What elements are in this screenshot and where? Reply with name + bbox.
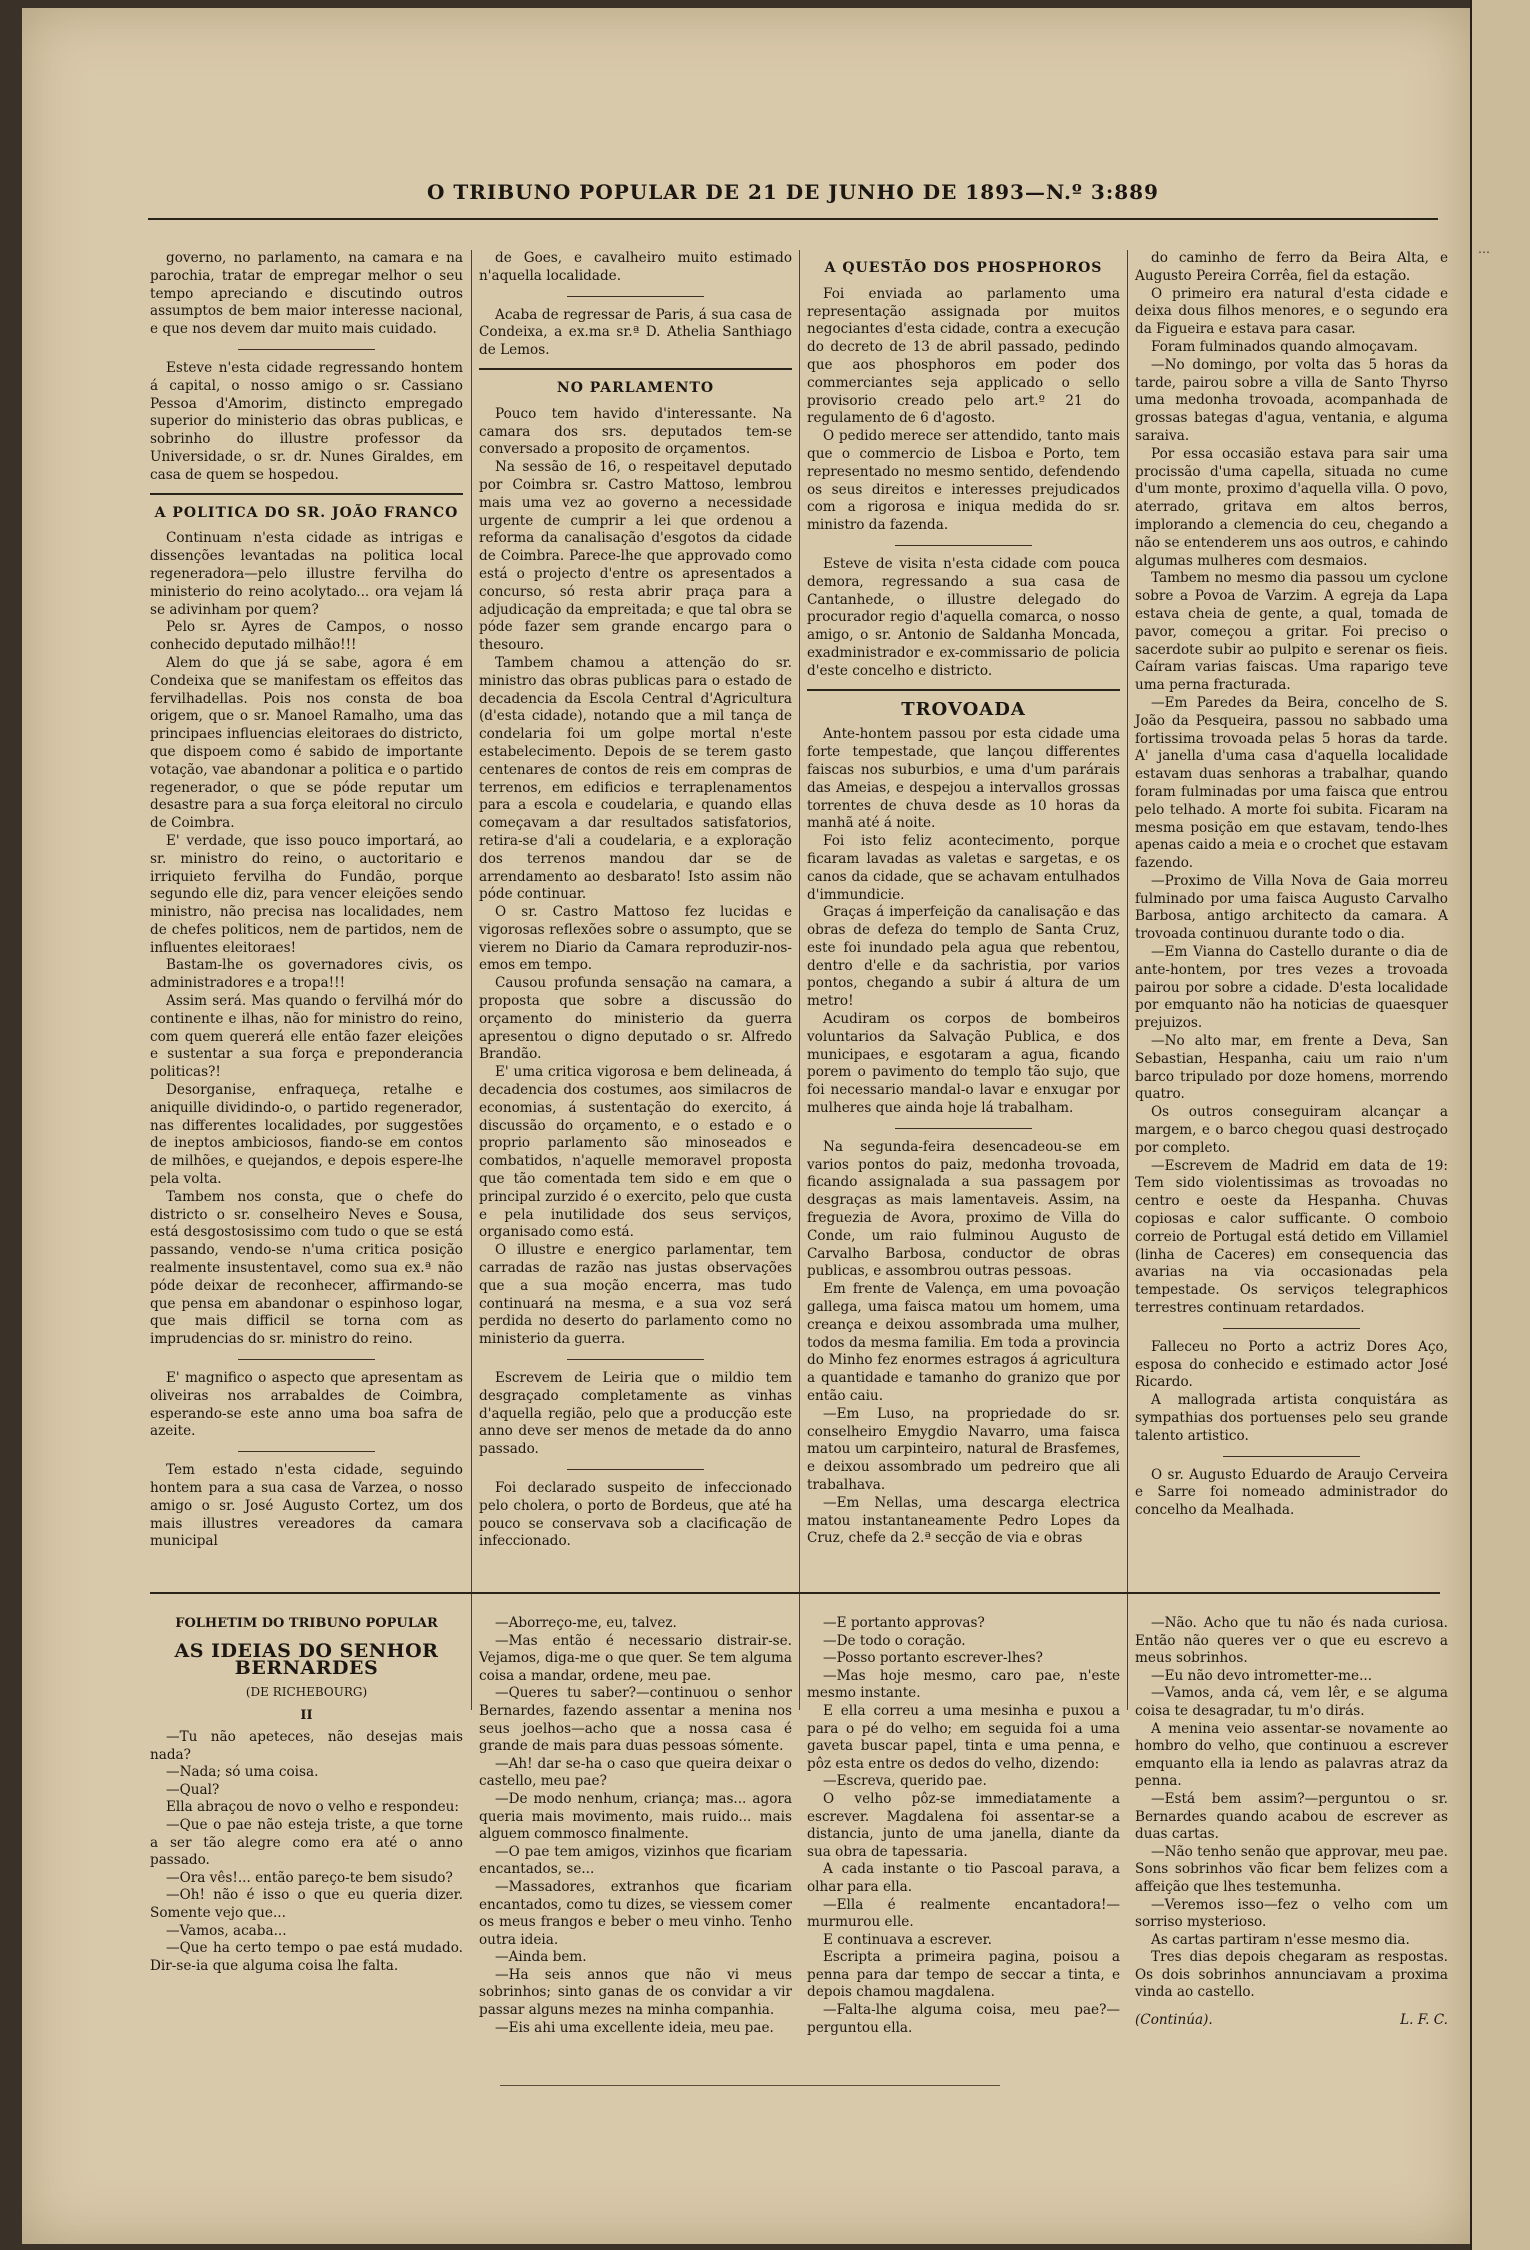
article-paragraph: —Escrevem de Madrid em data de 19: Tem sido violentissimas as trovoadas no centro e oeste da Hespanha. Chuvas copiosas e calor sufficante. O comboio correio de Portugal está detido em Villamiel (linha de Caceres) em consequencia das avarias na via occasionadas pela tempestade. Os serviços telegraphicos terrestres continuam retardados. (1135, 1157, 1448, 1317)
novel-paragraph: —Nada; só uma coisa. (166, 1764, 319, 1781)
column-rule (799, 250, 800, 1710)
chapter-number: II (300, 1708, 313, 1724)
article-paragraph: Na sessão de 16, o respeitavel deputado por Coimbra sr. Castro Mattoso, lembrou mais uma vez ao governo a necessidade urgente de cumprir a lei que ordenou a reforma da canalisação d'esgotos da cidade de Coimbra. Parece-lhe que approvado como está o projecto d'entre os apresentados a concurso, só resta abrir praça para a adjudicação da empreitada; e que tal obra se póde fazer sem grande encargo para o thesouro. (479, 459, 792, 654)
article-paragraph: Acudiram os corpos de bombeiros voluntarios da Salvação Publica, e dos municipaes, e esgotaram a agua, ficando porem o pavimento do templo tão sujo, que foi necessario mandal-o lavar e enxugar por mulheres que ainda hoje lá trabalham. (807, 1011, 1120, 1117)
article-paragraph: E' uma critica vigorosa e bem delineada, á decadencia dos costumes, aos similacros de economias, á sustentação do exercito, á discussão do orçamento, e o estado e o proprio parlamento são minoseados e combatidos, n'aquelle memoravel proposta que tão comentada tem sido e em que o principal zurzido é o exercito, pelo que custa e pela inutilidade dos seus serviços, organisado como está. (479, 1064, 792, 1241)
article-paragraph: Escrevem de Leiria que o mildio tem desgraçado completamente as vinhas d'aquella região, pelo que a producção este anno deve ser menos de metade da do anno passado. (479, 1370, 792, 1458)
article-heading: NO PARLAMENTO (556, 379, 715, 396)
novel-paragraph: —Ainda bem. (495, 1949, 587, 1966)
article-paragraph: Desorganise, enfraqueça, retalhe e aniquille dividindo-o, o partido regenerador, nas differentes localidades, por suggestões de ineptos ambiciosos, fiando-se em contos de milhões, e quejandos, e depois espere-lhe pela volta. (150, 1082, 463, 1188)
article-paragraph: O sr. Castro Mattoso fez lucidas e vigorosas reflexões sobre o assumpto, que se vierem no Diario da Camara reproduzir-nos-emos em tempo. (479, 904, 792, 974)
column-rule (1127, 250, 1128, 1710)
article-paragraph: governo, no parlamento, na camara e na parochia, tratar de empregar melhor o seu tempo apreciando e discutindo outros assumptos de bem maior interesse nacional, e que nos devem dar muito mais cuidado. (150, 250, 463, 338)
article-paragraph: —Em Luso, na propriedade do sr. conselheiro Emygdio Navarro, uma faisca matou um carpinteiro, natural de Brasfemes, e deixou assombrado um pedreiro que ali trabalhava. (807, 1405, 1120, 1493)
separator (238, 349, 376, 350)
separator (567, 296, 705, 297)
novel-paragraph: —E portanto approvas? (823, 1615, 985, 1631)
novel-paragraph: —Posso portanto escrever-lhes? (823, 1650, 1043, 1667)
column-3 (807, 250, 1120, 1548)
feuilleton-rule (150, 1592, 1440, 1594)
adjacent-page-text: … (1478, 242, 1490, 256)
article-paragraph: Falleceu no Porto a actriz Dores Aço, esposa do conhecido e estimado actor José Ricardo. (1135, 1338, 1448, 1391)
article-paragraph: de Goes, e cavalheiro muito estimado n'aquella localidade. (479, 250, 792, 284)
header-rule (148, 218, 1438, 220)
separator (895, 545, 1033, 546)
separator (567, 1359, 705, 1360)
novel-paragraph: —Não tenho senão que approvar, meu pae. Sons sobrinhos vão ficar bem felizes com a affeição que lhes testemunha. (1135, 1843, 1448, 1895)
article-paragraph: —Em Paredes da Beira, concelho de S. João da Pesqueira, passou no sabbado uma fortissima trovoada pelas 5 horas da tarde. A' janella d'uma casa d'aquella localidade estavam duas senhoras a trabalhar, quando foram fulminadas por uma faisca que entrou pelo telhado. A morte foi subita. Ficaram na mesma posição em que estavam, tendo-lhes apenas caido a meia e o crochet que estavam fazendo. (1135, 694, 1448, 872)
novel-paragraph: E continuava a escrever. (823, 1931, 992, 1948)
article-paragraph: Em frente de Valença, em uma povoação gallega, uma faisca matou um homem, uma creança e deixou assombrada uma mulher, todos da mesma familia. Em toda a provincia do Minho fez enormes estragos á agricultura a quantidade e tamanho do granizo que por então caiu. (807, 1281, 1120, 1405)
article-heading: TROVOADA (901, 698, 1026, 720)
novel-paragraph: —Massadores, extranhos que ficariam encantados, como tu dizes, se viessem comer os meus frangos e beber o meu vinho. Tenho outra ideia. (479, 1878, 792, 1948)
adjacent-page-edge (1470, 0, 1530, 2250)
novel-paragraph: —Aborreço-me, eu, talvez. (495, 1615, 677, 1631)
novel-paragraph: Tres dias depois chegaram as respostas. Os dois sobrinhos annunciavam a proxima vinda ao castello. (1135, 1949, 1448, 2001)
novel-paragraph: —O pae tem amigos, vizinhos que ficariam encantados, se... (479, 1843, 792, 1878)
novel-paragraph: Ella abraçou de novo o velho e respondeu: (166, 1799, 459, 1816)
article-paragraph: Causou profunda sensação na camara, a proposta que sobre a discussão do orçamento do ministerio da guerra apresentou o digno deputado o sr. Alfredo Brandão. (479, 975, 792, 1063)
article-paragraph: O illustre e energico parlamentar, tem carradas de razão nas justas observações que a sua moção encerra, mas tudo continuará na mesma, e a sua voz será perdida no deserto do parlamento como no ministerio da guerra. (479, 1242, 792, 1348)
column-rule (471, 250, 472, 1710)
novel-paragraph: —Mas hoje mesmo, caro pae, n'este mesmo instante. (807, 1667, 1120, 1702)
article-paragraph: Tem estado n'esta cidade, seguindo hontem para a sua casa de Varzea, o nosso amigo o sr. José Augusto Cortez, um dos mais illustres vereadores da camara municipal (150, 1462, 463, 1550)
separator (895, 1128, 1033, 1129)
article-paragraph: Foi enviada ao parlamento uma representação assignada por muitos negociantes d'esta cidade, contra a execução do decreto de 13 de abril passado, pedindo que aos phosphoros em poder dos commerciantes seja applicado o sello provisorio creado pelo art.º 21 do regulamento de 6 d'agosto. (807, 285, 1120, 427)
novel-paragraph: A cada instante o tio Pascoal parava, a olhar para ella. (807, 1861, 1120, 1895)
novel-paragraph: O velho pôz-se immediatamente a escrever. Magdalena foi assentar-se a distancia, junto de uma janella, diante da sua obra de tapessaria. (807, 1790, 1120, 1860)
novel-paragraph: —Eu não devo intrometter-me... (1151, 1667, 1373, 1684)
feuilleton-column-2 (479, 1615, 792, 2037)
article-paragraph: Pouco tem havido d'interessante. Na camara dos srs. deputados tem-se conversado a proposito de orçamentos. (479, 405, 792, 458)
novel-paragraph: —Está bem assim?—perguntou o sr. Bernardes quando acabou de escrever as duas cartas. (1135, 1790, 1448, 1843)
novel-paragraph: —Queres tu saber?—continuou o senhor Bernardes, fazendo assentar a menina nos seus joelhos—acho que a nossa casa é grande de mais para duas pessoas sómente. (479, 1685, 792, 1755)
footer-rule (500, 2085, 1000, 2086)
article-paragraph: —Em Vianna do Castello durante o dia de ante-hontem, por tres vezes a trovoada pairou por sobre a cidade. D'esta localidade por emquanto não ha noticias de quaesquer prejuizos. (1135, 944, 1448, 1032)
novel-paragraph: —Ha seis annos que não vi meus sobrinhos; sinto ganas de os convidar a vir passar alguns mezes na minha companhia. (479, 1966, 792, 2019)
page-header: O TRIBUNO POPULAR DE 21 DE JUNHO DE 1893—N.º 3:889 (427, 180, 1159, 204)
article-paragraph: Pelo sr. Ayres de Campos, o nosso conhecido deputado milhão!!! (150, 619, 463, 654)
article-paragraph: Tambem nos consta, que o chefe do districto o sr. conselheiro Neves e Sousa, está desgostosissimo com tudo o que se está passando, vendo-se n'uma critica posição realmente insustentavel, como sua ex.ª não póde deixar de reconhecer, affirmando-se que pensa em abandonar o espinhoso logar, que mais difficil se torna com as imprudencias do sr. ministro do reino. (150, 1188, 463, 1348)
novel-paragraph: —Tu não apeteces, não desejas mais nada? (150, 1728, 463, 1763)
article-paragraph: Esteve n'esta cidade regressando hontem á capital, o nosso amigo o sr. Cassiano Pessoa d'Amorim, distincto empregado superior do ministerio das obras publicas, e sobrinho do illustre professor da Universidade, o sr. dr. Nunes Giraldes, em casa de quem se hospedou. (150, 359, 463, 483)
article-paragraph: Tambem no mesmo dia passou um cyclone sobre a Povoa de Varzim. A egreja da Lapa estava cheia de gente, a qual, tomada de pavor, começou a gritar. Foi preciso o sacerdote subir ao pulpito e serenar os fieis. Caíram varias faiscas. Uma raparigo teve uma perna fracturada. (1135, 570, 1448, 694)
novel-paragraph: —Que o pae não esteja triste, a que torne a ser tão alegre como era até o anno passado. (150, 1816, 463, 1869)
article-paragraph: O primeiro era natural d'esta cidade e deixa dous filhos menores, e o segundo era da Figueira e estava para casar. (1135, 285, 1448, 338)
novel-paragraph: —Veremos isso—fez o velho com um sorriso mysterioso. (1135, 1896, 1448, 1931)
article-paragraph: Continuam n'esta cidade as intrigas e dissenções levantadas na politica local regeneradora—pelo illustre fervilha do ministerio do reino acolytado... ora vejam lá se adivinham por quem? (150, 530, 463, 618)
novel-paragraph: —Oh! não é isso o que eu queria dizer. Somente vejo que... (150, 1887, 463, 1921)
novel-paragraph: —Escreva, querido pae. (823, 1773, 987, 1790)
article-paragraph: A mallograda artista conquistára as sympathias dos portuenses pelo seu grande talento artistico. (1135, 1392, 1448, 1444)
article-paragraph: Ante-hontem passou por esta cidade uma forte tempestade, que lançou differentes faiscas nos suburbios, e uma d'um parárais das Ameias, e despejou a intervallos grossas torrentes de chuva desde as 10 horas da manhã até á noite. (807, 726, 1120, 832)
novel-paragraph: —Ora vês!... então pareço-te bem sisudo? (166, 1869, 453, 1886)
article-paragraph: —No domingo, por volta das 5 horas da tarde, pairou sobre a villa de Santo Thyrso uma medonha trovoada, acompanhada de grossas bategas d'agua, ventania, e alguma saraiva. (1135, 356, 1448, 444)
novel-paragraph: —Vamos, anda cá, vem lêr, e se alguma coisa te desagradar, tu m'o dirás. (1135, 1685, 1448, 1719)
article-paragraph: E' magnifico o aspecto que apresentam as oliveiras nos arrabaldes de Coimbra, esperando-se este anno uma boa safra de azeite. (150, 1370, 463, 1440)
article-paragraph: —Em Nellas, uma descarga electrica matou instantaneamente Pedro Lopes da Cruz, chefe da 2.ª secção de via e obras (807, 1494, 1120, 1547)
novel-paragraph: E ella correu a uma mesinha e puxou a para o pé do velho; em seguida foi a uma gaveta buscar papel, tinta e uma penna, e pôz esta entre os dedos do velho, dizendo: (807, 1702, 1120, 1772)
novel-title: AS IDEIAS DO SENHOR BERNARDES (174, 1639, 439, 1680)
article-paragraph: Foi declarado suspeito de infeccionado pelo cholera, o porto de Bordeus, que até ha pouco se conservava sob a clacificação de infeccionado. (479, 1480, 792, 1550)
separator (1223, 1328, 1361, 1329)
novel-paragraph: —Ah! dar se-ha o caso que queira deixar o castello, meu pae? (479, 1755, 792, 1790)
feuilleton-column-4 (1135, 1615, 1448, 2030)
separator (807, 689, 1120, 691)
novel-paragraph: As cartas partiram n'esse mesmo dia. (1151, 1931, 1410, 1948)
novel-paragraph: —Eis ahi uma excellente ideia, meu pae. (495, 2019, 774, 2036)
column-4 (1135, 250, 1448, 1520)
article-paragraph: E' verdade, que isso pouco importará, ao sr. ministro do reino, o auctoritario e irriquieto fervilha do Fundão, porque segundo elle diz, para vencer eleições sendo ministro, não precisa nas localidades, nem de chefes politicos, nem de partidos, nem de influentes eleitoraes! (150, 832, 463, 956)
article-paragraph: Na segunda-feira desencadeou-se em varios pontos do paiz, medonha trovoada, ficando assignalada a sua passagem por desgraças as mais lamentaveis. Assim, na freguezia de Avora, proximo de Villa do Conde, um raio fulminou Augusto de Carvalho Barbosa, conductor de obras publicas, e assombrou outras pessoas. (807, 1138, 1120, 1280)
article-paragraph: Alem do que já se sabe, agora é em Condeixa que se manifestam os effeitos das fervilhadellas. Pois nos consta de boa origem, que o sr. Manoel Ramalho, uma das principaes influencias eleitoraes do districto, que dispoem como é sabido de importante votação, vae abandonar a politica e o partido regenerador, o que se póde reputar um desastre para a sua força eleitoral no circulo de Coimbra. (150, 654, 463, 832)
separator (150, 493, 463, 495)
novel-paragraph: —Não. Acho que tu não és nada curiosa. Então não queres ver o que eu escrevo a meus sobrinhos. (1135, 1615, 1448, 1667)
article-paragraph: Tambem chamou a attenção do sr. ministro das obras publicas para o estado de decadencia da Escola Central d'Agricultura (d'esta cidade), notando que a mil tança de condelaria foi um golpe mortal n'este estabelecimento. Depois de se terem gasto centenares de contos de reis em compras de terrenos, em edificios e terraplenamentos para a escola e coudelaria, e quando ellas começavam a dar resultados satisfatorios, retira-se d'ali a coudelaria, e a exploração dos terrenos mandou dar se de arrendamento ao desbarato! Isto assim não póde continuar. (479, 654, 792, 903)
separator (567, 1469, 705, 1470)
separator (238, 1451, 376, 1452)
novel-paragraph: —Qual? (166, 1781, 220, 1798)
article-paragraph: —No alto mar, em frente a Deva, San Sebastian, Hespanha, caiu um raio n'um barco tripulado por doze homens, morrendo quatro. (1135, 1033, 1448, 1103)
novel-author: (DE RICHEBOURG) (245, 1684, 368, 1699)
separator (479, 368, 792, 370)
novel-paragraph: Escripta a primeira pagina, poisou a penna para dar tempo de seccar a tinta, e depois chamou magdalena. (807, 1949, 1120, 2001)
feuilleton-column-1 (150, 1615, 463, 1975)
novel-paragraph: —Vamos, acaba... (166, 1922, 287, 1939)
translator-signature: L. F. C. (1400, 2012, 1448, 2029)
novel-paragraph: —Que ha certo tempo o pae está mudado. Dir-se-ia que alguma coisa lhe falta. (150, 1940, 463, 1974)
continuation-line (1135, 2012, 1448, 2030)
article-paragraph: O pedido merece ser attendido, tanto mais que o commercio de Lisboa e Porto, tem representado no mesmo sentido, defendendo os seus direitos e interesses prejudicados com a rigorosa e iniqua medida do sr. ministro da fazenda. (807, 428, 1120, 534)
feuilleton-label: FOLHETIM DO TRIBUNO POPULAR (175, 1616, 438, 1631)
feuilleton-column-3 (807, 1615, 1120, 2037)
article-paragraph: Esteve de visita n'esta cidade com pouca demora, regressando a sua casa de Cantanhede, o illustre delegado do procurador regio d'aquella comarca, o nosso amigo, o sr. Antonio de Saldanha Moncada, exadministrador e ex-commissario de policia d'este concelho e districto. (807, 555, 1120, 679)
separator (1223, 1456, 1361, 1457)
article-heading: A POLITICA DO SR. JOÃO FRANCO (154, 504, 459, 521)
novel-paragraph: —Falta-lhe alguma coisa, meu pae?—perguntou ella. (807, 2002, 1120, 2036)
separator (238, 1359, 376, 1360)
article-heading: A QUESTÃO DOS PHOSPHOROS (824, 260, 1103, 276)
article-paragraph: Por essa occasião estava para sair uma procissão d'uma capella, situada no cume d'um monte, proximo d'aquella villa. O povo, aterrado, gritava em altos berros, implorando a clemencia do ceu, chegando a não se entenderem uns aos outros, e cahindo algumas mulheres com desmaios. (1135, 445, 1448, 569)
article-paragraph: Foi isto feliz acontecimento, porque ficaram lavadas as valetas e sargetas, e os canos da cidade, que se achavam entulhados d'immundicie. (807, 833, 1120, 903)
article-paragraph: do caminho de ferro da Beira Alta, e Augusto Pereira Corrêa, fiel da estação. (1135, 250, 1448, 284)
column-1 (150, 250, 463, 1551)
novel-paragraph: —De todo o coração. (823, 1632, 966, 1649)
novel-paragraph: A menina veio assentar-se novamente ao hombro do velho, que continuou a escrever emquanto ella ia lendo as palavras atraz da penna. (1135, 1720, 1448, 1790)
novel-paragraph: —Ella é realmente encantadora!—murmurou elle. (807, 1896, 1120, 1931)
article-paragraph: Acaba de regressar de Paris, á sua casa de Condeixa, a ex.ma sr.ª D. Athelia Santhiago de Lemos. (479, 306, 792, 359)
article-paragraph: —Proximo de Villa Nova de Gaia morreu fulminado por uma faisca Augusto Carvalho Barbosa, antigo architecto da camara. A trovoada continuou durante todo o dia. (1135, 872, 1448, 943)
continued-note: (Continúa). (1135, 2012, 1213, 2029)
article-paragraph: Os outros conseguiram alcançar a margem, e o barco chegou quasi destroçado por completo. (1135, 1104, 1448, 1156)
column-2 (479, 250, 792, 1551)
article-paragraph: Foram fulminados quando almoçavam. (1151, 338, 1418, 355)
novel-paragraph: —Mas então é necessario distrair-se. Vejamos, diga-me o que quer. Se tem alguma coisa a mandar, ordene, meu pae. (479, 1632, 792, 1684)
article-paragraph: Assim será. Mas quando o fervilhá mór do continente e ilhas, não for ministro do reino, com quem quererá elle então fazer eleições e sustentar a sua força e preponderancia politicas?! (150, 993, 463, 1081)
article-paragraph: Graças á imperfeição da canalisação e das obras de defeza do templo de Santa Cruz, este foi inundado pela agua que rebentou, dentro d'elle e da sachristia, por varios pontos, chegando a subir á altura de um metro! (807, 904, 1120, 1010)
article-paragraph: O sr. Augusto Eduardo de Araujo Cerveira e Sarre foi nomeado administrador do concelho da Mealhada. (1135, 1466, 1448, 1519)
article-paragraph: Bastam-lhe os governadores civis, os administradores e a tropa!!! (150, 957, 463, 992)
novel-paragraph: —De modo nenhum, criança; mas... agora queria mais movimento, mais ruido... mais alguem commosco finalmente. (479, 1790, 792, 1843)
